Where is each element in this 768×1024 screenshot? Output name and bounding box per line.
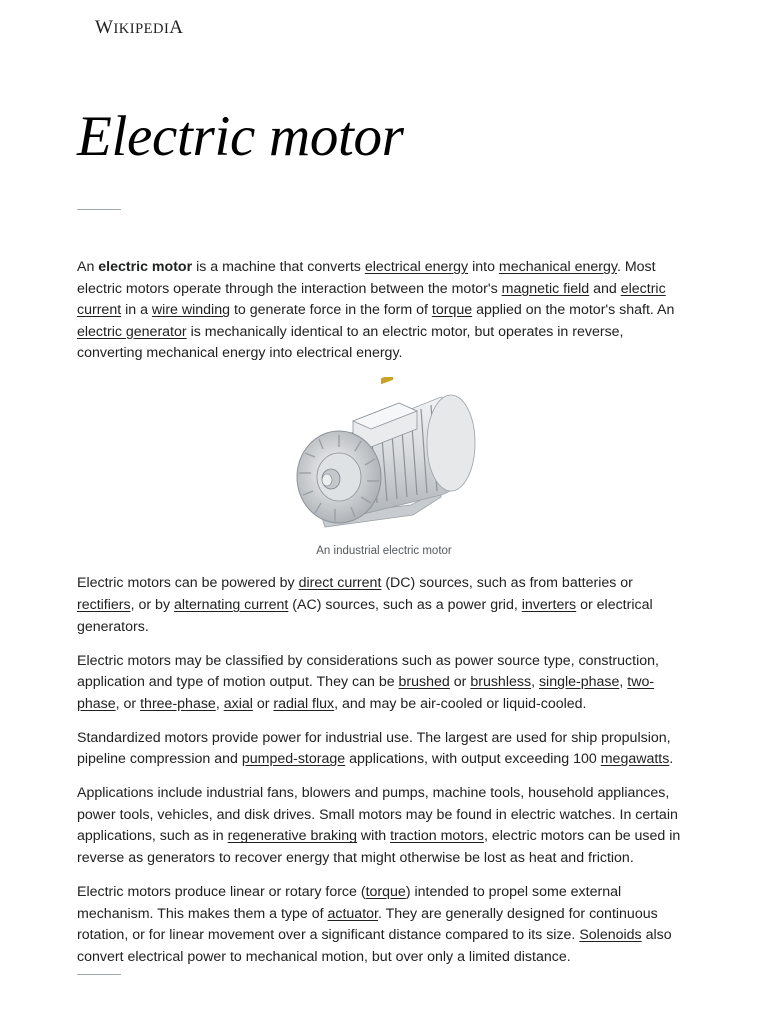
link-torque[interactable]: torque bbox=[431, 302, 473, 319]
text: also convert electrical power to mechanical motion, but over only a limited distance. bbox=[77, 927, 672, 965]
text: Electric motors may be classified by considerations such as power source type, construction, application and type of motion output. They can be bbox=[77, 652, 659, 691]
paragraph-classification bbox=[77, 651, 691, 716]
text: . bbox=[669, 751, 674, 768]
link-direct-current[interactable]: direct current bbox=[298, 575, 382, 592]
link-electric-current[interactable]: electric current bbox=[77, 280, 666, 319]
link-three-phase[interactable]: three-phase bbox=[140, 695, 216, 712]
text: or bbox=[449, 674, 471, 691]
link-magnetic-field[interactable]: magnetic field bbox=[501, 280, 590, 297]
text: and bbox=[589, 280, 621, 297]
motor-figure bbox=[77, 377, 691, 559]
section-divider bbox=[77, 974, 121, 975]
link-radial-flux[interactable]: radial flux bbox=[273, 695, 335, 712]
article-content bbox=[77, 257, 691, 981]
link-megawatts[interactable]: megawatts bbox=[600, 751, 670, 768]
text: is a machine that converts bbox=[192, 259, 365, 275]
link-actuator[interactable]: actuator bbox=[327, 905, 378, 922]
link-brushed[interactable]: brushed bbox=[398, 674, 450, 691]
link-electric-generator[interactable]: electric generator bbox=[77, 323, 187, 340]
text: in a bbox=[121, 302, 152, 319]
wordmark-middle: IKIPEDI bbox=[113, 21, 170, 37]
link-single-phase[interactable]: single-phase bbox=[538, 674, 620, 691]
text: , bbox=[215, 695, 224, 712]
text: with bbox=[356, 828, 391, 845]
paragraph-applications bbox=[77, 783, 691, 869]
link-alternating-current[interactable]: alternating current bbox=[173, 596, 289, 613]
link-rectifiers[interactable]: rectifiers bbox=[77, 596, 131, 613]
paragraph-force bbox=[77, 882, 691, 968]
page-title: Electric motor bbox=[77, 105, 404, 168]
link-wire-winding[interactable]: wire winding bbox=[151, 302, 230, 319]
link-two-phase[interactable]: two-phase bbox=[77, 674, 655, 712]
link-electrical-energy[interactable]: electrical energy bbox=[364, 259, 469, 275]
text: , or bbox=[115, 695, 141, 712]
text: , bbox=[619, 674, 628, 691]
link-torque-2[interactable]: torque bbox=[365, 884, 406, 901]
text: (DC) sources, such as from batteries or bbox=[381, 575, 633, 592]
link-pumped-storage[interactable]: pumped-storage bbox=[241, 751, 346, 768]
link-axial[interactable]: axial bbox=[223, 695, 253, 712]
text: Electric motors produce linear or rotary force ( bbox=[77, 884, 366, 901]
text: , or by bbox=[130, 596, 174, 613]
figure-caption: An industrial electric motor bbox=[316, 545, 452, 558]
paragraph-intro bbox=[77, 257, 691, 365]
text: , and may be air-cooled or liquid-cooled. bbox=[334, 695, 587, 712]
text: , electric motors can be used in reverse as generators to recover energy that might otherwise be lost as heat and friction. bbox=[77, 828, 681, 867]
title-divider bbox=[77, 209, 121, 210]
bold-term: electric motor bbox=[98, 259, 193, 275]
wordmark-first-letter: W bbox=[95, 17, 114, 38]
text: applied on the motor's shaft. An bbox=[472, 302, 675, 319]
text: ) intended to propel some external mechanism. This makes them a type of bbox=[77, 884, 622, 922]
link-regenerative-braking[interactable]: regenerative braking bbox=[227, 828, 357, 845]
text: is mechanically identical to an electric motor, but operates in reverse, converting mechanical energy into electrical energy. bbox=[77, 323, 624, 362]
text: or bbox=[252, 695, 274, 712]
text: to generate force in the form of bbox=[230, 302, 432, 319]
text: Electric motors can be powered by bbox=[77, 575, 299, 592]
text: applications, with output exceeding 100 bbox=[345, 751, 601, 768]
motor-image[interactable] bbox=[291, 377, 477, 537]
text: Applications include industrial fans, blowers and pumps, machine tools, household appliances, power tools, vehicles, and disk drives. Small motors may be found in electric watches. In certain applications, such as in bbox=[77, 785, 678, 845]
text: . They are generally designed for continuous rotation, or for linear movement over a significant distance compared to its size. bbox=[77, 905, 658, 944]
paragraph-industrial-use bbox=[77, 728, 691, 771]
text: (AC) sources, such as a power grid, bbox=[288, 596, 522, 613]
link-inverters[interactable]: inverters bbox=[521, 596, 577, 613]
text: Standardized motors provide power for industrial use. The largest are used for ship propulsion, pipeline compression and bbox=[77, 729, 671, 768]
text: , bbox=[531, 674, 539, 691]
wordmark-last-letter: A bbox=[169, 17, 184, 38]
text: . Most electric motors operate through the interaction between the motor's bbox=[77, 259, 656, 297]
paragraph-power-sources bbox=[77, 573, 691, 638]
text: into bbox=[468, 259, 499, 275]
link-traction-motors[interactable]: traction motors bbox=[390, 828, 484, 845]
link-mechanical-energy[interactable]: mechanical energy bbox=[498, 259, 617, 275]
wikipedia-wordmark[interactable] bbox=[95, 17, 184, 39]
link-brushless[interactable]: brushless bbox=[470, 674, 532, 691]
text: An bbox=[77, 259, 99, 275]
link-solenoids[interactable]: Solenoids bbox=[579, 927, 642, 944]
text: or electrical generators. bbox=[77, 596, 653, 635]
